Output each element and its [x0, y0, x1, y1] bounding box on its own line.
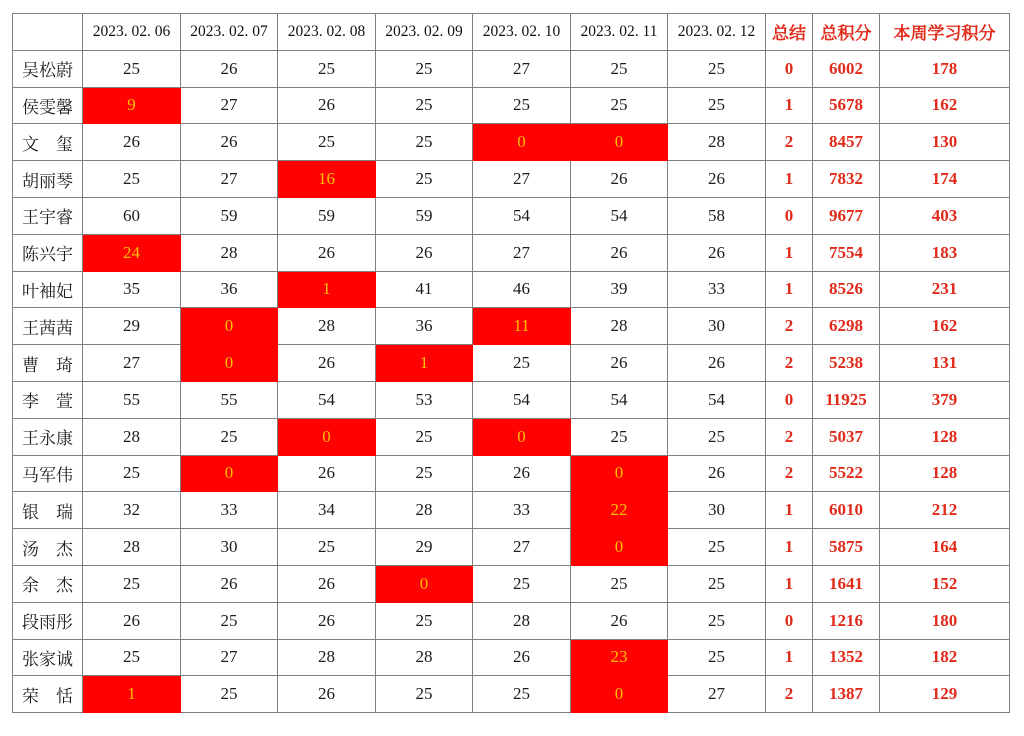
- daily-score-cell: 25: [83, 639, 181, 676]
- weekly-score-table: [12, 13, 1010, 713]
- weekly-summary-count: 1: [766, 234, 813, 271]
- total-points: 11925: [813, 381, 880, 418]
- daily-score-cell: 25: [668, 639, 766, 676]
- highlighted-score-cell: 1: [83, 676, 181, 713]
- daily-score-cell: 25: [473, 676, 571, 713]
- daily-score-cell: 34: [278, 492, 376, 529]
- summary-header: 总结: [766, 14, 813, 51]
- table-row: [13, 271, 1010, 308]
- daily-score-cell: 54: [571, 197, 668, 234]
- daily-score-cell: 25: [83, 50, 181, 87]
- daily-score-cell: 28: [83, 418, 181, 455]
- daily-score-cell: 27: [83, 345, 181, 382]
- weekly-summary-count: 2: [766, 676, 813, 713]
- total-points: 7832: [813, 161, 880, 198]
- daily-score-cell: 54: [668, 381, 766, 418]
- table-row: [13, 381, 1010, 418]
- week-study-points: 178: [880, 50, 1010, 87]
- daily-score-cell: 25: [571, 87, 668, 124]
- table-row: [13, 639, 1010, 676]
- week-study-points: 131: [880, 345, 1010, 382]
- student-name: 荣 恬: [13, 676, 83, 713]
- table-row: [13, 50, 1010, 87]
- daily-score-cell: 26: [181, 124, 278, 161]
- daily-score-cell: 25: [83, 455, 181, 492]
- table-row: [13, 602, 1010, 639]
- total-points: 1641: [813, 565, 880, 602]
- daily-score-cell: 27: [473, 529, 571, 566]
- date-header: 2023. 02. 09: [376, 14, 473, 51]
- daily-score-cell: 33: [473, 492, 571, 529]
- student-name: 王宇睿: [13, 197, 83, 234]
- daily-score-cell: 32: [83, 492, 181, 529]
- student-name: 侯雯馨: [13, 87, 83, 124]
- daily-score-cell: 25: [571, 565, 668, 602]
- week-study-points: 403: [880, 197, 1010, 234]
- highlighted-score-cell: 0: [571, 124, 668, 161]
- week-study-points: 180: [880, 602, 1010, 639]
- daily-score-cell: 27: [181, 639, 278, 676]
- student-name: 吴松蔚: [13, 50, 83, 87]
- daily-score-cell: 28: [278, 308, 376, 345]
- daily-score-cell: 28: [181, 234, 278, 271]
- daily-score-cell: 46: [473, 271, 571, 308]
- table-row: [13, 345, 1010, 382]
- total-points: 1352: [813, 639, 880, 676]
- weekly-summary-count: 2: [766, 455, 813, 492]
- student-name: 张家诚: [13, 639, 83, 676]
- daily-score-cell: 36: [376, 308, 473, 345]
- weekly-summary-count: 2: [766, 418, 813, 455]
- daily-score-cell: 29: [376, 529, 473, 566]
- daily-score-cell: 25: [473, 87, 571, 124]
- daily-score-cell: 28: [668, 124, 766, 161]
- daily-score-cell: 35: [83, 271, 181, 308]
- student-name: 文 玺: [13, 124, 83, 161]
- daily-score-cell: 25: [668, 529, 766, 566]
- daily-score-cell: 27: [473, 161, 571, 198]
- daily-score-cell: 26: [278, 234, 376, 271]
- weekly-summary-count: 1: [766, 639, 813, 676]
- daily-score-cell: 53: [376, 381, 473, 418]
- student-name: 胡丽琴: [13, 161, 83, 198]
- daily-score-cell: 26: [83, 124, 181, 161]
- total-points: 1387: [813, 676, 880, 713]
- week-study-points: 162: [880, 308, 1010, 345]
- week-study-points: 164: [880, 529, 1010, 566]
- daily-score-cell: 26: [278, 676, 376, 713]
- daily-score-cell: 59: [181, 197, 278, 234]
- daily-score-cell: 55: [181, 381, 278, 418]
- week-study-points: 379: [880, 381, 1010, 418]
- daily-score-cell: 25: [83, 565, 181, 602]
- daily-score-cell: 30: [668, 308, 766, 345]
- highlighted-score-cell: 24: [83, 234, 181, 271]
- daily-score-cell: 30: [181, 529, 278, 566]
- student-name: 陈兴宇: [13, 234, 83, 271]
- daily-score-cell: 26: [473, 455, 571, 492]
- corner-cell: [13, 14, 83, 51]
- daily-score-cell: 25: [376, 676, 473, 713]
- daily-score-cell: 26: [278, 565, 376, 602]
- total-points: 8526: [813, 271, 880, 308]
- daily-score-cell: 26: [571, 345, 668, 382]
- daily-score-cell: 26: [278, 87, 376, 124]
- student-name: 银 瑞: [13, 492, 83, 529]
- highlighted-score-cell: 0: [376, 565, 473, 602]
- student-name: 李 萱: [13, 381, 83, 418]
- daily-score-cell: 25: [83, 161, 181, 198]
- daily-score-cell: 29: [83, 308, 181, 345]
- student-name: 王永康: [13, 418, 83, 455]
- table-row: [13, 455, 1010, 492]
- daily-score-cell: 28: [83, 529, 181, 566]
- highlighted-score-cell: 23: [571, 639, 668, 676]
- table-row: [13, 234, 1010, 271]
- highlighted-score-cell: 22: [571, 492, 668, 529]
- table-row: [13, 308, 1010, 345]
- daily-score-cell: 59: [376, 197, 473, 234]
- week-study-points: 174: [880, 161, 1010, 198]
- weekly-summary-count: 1: [766, 271, 813, 308]
- daily-score-cell: 26: [83, 602, 181, 639]
- student-name: 王茜茜: [13, 308, 83, 345]
- daily-score-cell: 25: [376, 124, 473, 161]
- total-points: 5238: [813, 345, 880, 382]
- week-study-points: 128: [880, 455, 1010, 492]
- highlighted-score-cell: 0: [473, 124, 571, 161]
- daily-score-cell: 26: [571, 602, 668, 639]
- daily-score-cell: 25: [376, 87, 473, 124]
- daily-score-cell: 27: [181, 161, 278, 198]
- daily-score-cell: 25: [181, 418, 278, 455]
- daily-score-cell: 26: [571, 161, 668, 198]
- daily-score-cell: 60: [83, 197, 181, 234]
- daily-score-cell: 26: [278, 345, 376, 382]
- table-body: [13, 50, 1010, 712]
- table-row: [13, 87, 1010, 124]
- week-study-points: 183: [880, 234, 1010, 271]
- daily-score-cell: 25: [278, 124, 376, 161]
- weekly-summary-count: 0: [766, 50, 813, 87]
- daily-score-cell: 41: [376, 271, 473, 308]
- week-study-points: 162: [880, 87, 1010, 124]
- daily-score-cell: 25: [376, 50, 473, 87]
- weekly-summary-count: 2: [766, 124, 813, 161]
- table-row: [13, 124, 1010, 161]
- daily-score-cell: 26: [668, 345, 766, 382]
- total-points: 6010: [813, 492, 880, 529]
- date-header: 2023. 02. 12: [668, 14, 766, 51]
- weekly-summary-count: 0: [766, 381, 813, 418]
- daily-score-cell: 39: [571, 271, 668, 308]
- highlighted-score-cell: 0: [181, 345, 278, 382]
- daily-score-cell: 28: [473, 602, 571, 639]
- daily-score-cell: 25: [181, 602, 278, 639]
- table-header: [13, 14, 1010, 51]
- week-study-points: 152: [880, 565, 1010, 602]
- student-name: 段雨彤: [13, 602, 83, 639]
- total-points: 1216: [813, 602, 880, 639]
- daily-score-cell: 26: [278, 602, 376, 639]
- daily-score-cell: 25: [571, 418, 668, 455]
- student-name: 叶袖妃: [13, 271, 83, 308]
- table-row: [13, 418, 1010, 455]
- date-header: 2023. 02. 10: [473, 14, 571, 51]
- daily-score-cell: 26: [571, 234, 668, 271]
- header-row: [13, 14, 1010, 51]
- highlighted-score-cell: 1: [278, 271, 376, 308]
- total-points: 5522: [813, 455, 880, 492]
- student-name: 曹 琦: [13, 345, 83, 382]
- table-row: [13, 197, 1010, 234]
- highlighted-score-cell: 0: [571, 529, 668, 566]
- daily-score-cell: 25: [668, 565, 766, 602]
- daily-score-cell: 25: [668, 87, 766, 124]
- highlighted-score-cell: 0: [571, 455, 668, 492]
- daily-score-cell: 26: [376, 234, 473, 271]
- daily-score-cell: 25: [181, 676, 278, 713]
- daily-score-cell: 33: [181, 492, 278, 529]
- daily-score-cell: 28: [376, 639, 473, 676]
- total-points: 5875: [813, 529, 880, 566]
- daily-score-cell: 54: [571, 381, 668, 418]
- date-header: 2023. 02. 06: [83, 14, 181, 51]
- weekly-summary-count: 0: [766, 602, 813, 639]
- student-name: 马军伟: [13, 455, 83, 492]
- daily-score-cell: 25: [571, 50, 668, 87]
- daily-score-cell: 25: [376, 161, 473, 198]
- week-study-points: 212: [880, 492, 1010, 529]
- daily-score-cell: 27: [181, 87, 278, 124]
- daily-score-cell: 58: [668, 197, 766, 234]
- total-points: 6002: [813, 50, 880, 87]
- weekly-summary-count: 2: [766, 345, 813, 382]
- week-study-points: 182: [880, 639, 1010, 676]
- daily-score-cell: 25: [376, 455, 473, 492]
- date-header: 2023. 02. 08: [278, 14, 376, 51]
- total-points: 9677: [813, 197, 880, 234]
- daily-score-cell: 54: [278, 381, 376, 418]
- weekly-summary-count: 1: [766, 492, 813, 529]
- daily-score-cell: 33: [668, 271, 766, 308]
- daily-score-cell: 28: [278, 639, 376, 676]
- daily-score-cell: 26: [181, 565, 278, 602]
- week-study-points: 231: [880, 271, 1010, 308]
- table-row: [13, 161, 1010, 198]
- table-row: [13, 565, 1010, 602]
- daily-score-cell: 25: [668, 602, 766, 639]
- highlighted-score-cell: 1: [376, 345, 473, 382]
- daily-score-cell: 25: [278, 50, 376, 87]
- highlighted-score-cell: 11: [473, 308, 571, 345]
- daily-score-cell: 26: [668, 455, 766, 492]
- highlighted-score-cell: 0: [181, 308, 278, 345]
- total-points: 8457: [813, 124, 880, 161]
- highlighted-score-cell: 0: [571, 676, 668, 713]
- daily-score-cell: 26: [473, 639, 571, 676]
- week-study-points: 130: [880, 124, 1010, 161]
- daily-score-cell: 26: [181, 50, 278, 87]
- daily-score-cell: 59: [278, 197, 376, 234]
- daily-score-cell: 54: [473, 197, 571, 234]
- table-row: [13, 492, 1010, 529]
- daily-score-cell: 25: [668, 50, 766, 87]
- table-row: [13, 676, 1010, 713]
- daily-score-cell: 25: [668, 418, 766, 455]
- table-row: [13, 529, 1010, 566]
- weekly-summary-count: 0: [766, 197, 813, 234]
- daily-score-cell: 27: [668, 676, 766, 713]
- daily-score-cell: 55: [83, 381, 181, 418]
- daily-score-cell: 25: [473, 565, 571, 602]
- daily-score-cell: 27: [473, 234, 571, 271]
- weekly-summary-count: 1: [766, 565, 813, 602]
- total-points: 6298: [813, 308, 880, 345]
- highlighted-score-cell: 0: [278, 418, 376, 455]
- daily-score-cell: 26: [278, 455, 376, 492]
- weekly-summary-count: 1: [766, 529, 813, 566]
- week-study-points: 128: [880, 418, 1010, 455]
- date-header: 2023. 02. 11: [571, 14, 668, 51]
- daily-score-cell: 27: [473, 50, 571, 87]
- daily-score-cell: 25: [278, 529, 376, 566]
- summary-header: 总积分: [813, 14, 880, 51]
- date-header: 2023. 02. 07: [181, 14, 278, 51]
- daily-score-cell: 28: [571, 308, 668, 345]
- daily-score-cell: 25: [376, 418, 473, 455]
- weekly-summary-count: 1: [766, 87, 813, 124]
- weekly-summary-count: 2: [766, 308, 813, 345]
- total-points: 7554: [813, 234, 880, 271]
- daily-score-cell: 26: [668, 161, 766, 198]
- summary-header: 本周学习积分: [880, 14, 1010, 51]
- total-points: 5678: [813, 87, 880, 124]
- highlighted-score-cell: 9: [83, 87, 181, 124]
- daily-score-cell: 28: [376, 492, 473, 529]
- total-points: 5037: [813, 418, 880, 455]
- student-name: 余 杰: [13, 565, 83, 602]
- daily-score-cell: 25: [376, 602, 473, 639]
- daily-score-cell: 54: [473, 381, 571, 418]
- daily-score-cell: 25: [473, 345, 571, 382]
- highlighted-score-cell: 0: [473, 418, 571, 455]
- weekly-summary-count: 1: [766, 161, 813, 198]
- student-name: 汤 杰: [13, 529, 83, 566]
- highlighted-score-cell: 0: [181, 455, 278, 492]
- highlighted-score-cell: 16: [278, 161, 376, 198]
- daily-score-cell: 30: [668, 492, 766, 529]
- daily-score-cell: 36: [181, 271, 278, 308]
- daily-score-cell: 26: [668, 234, 766, 271]
- week-study-points: 129: [880, 676, 1010, 713]
